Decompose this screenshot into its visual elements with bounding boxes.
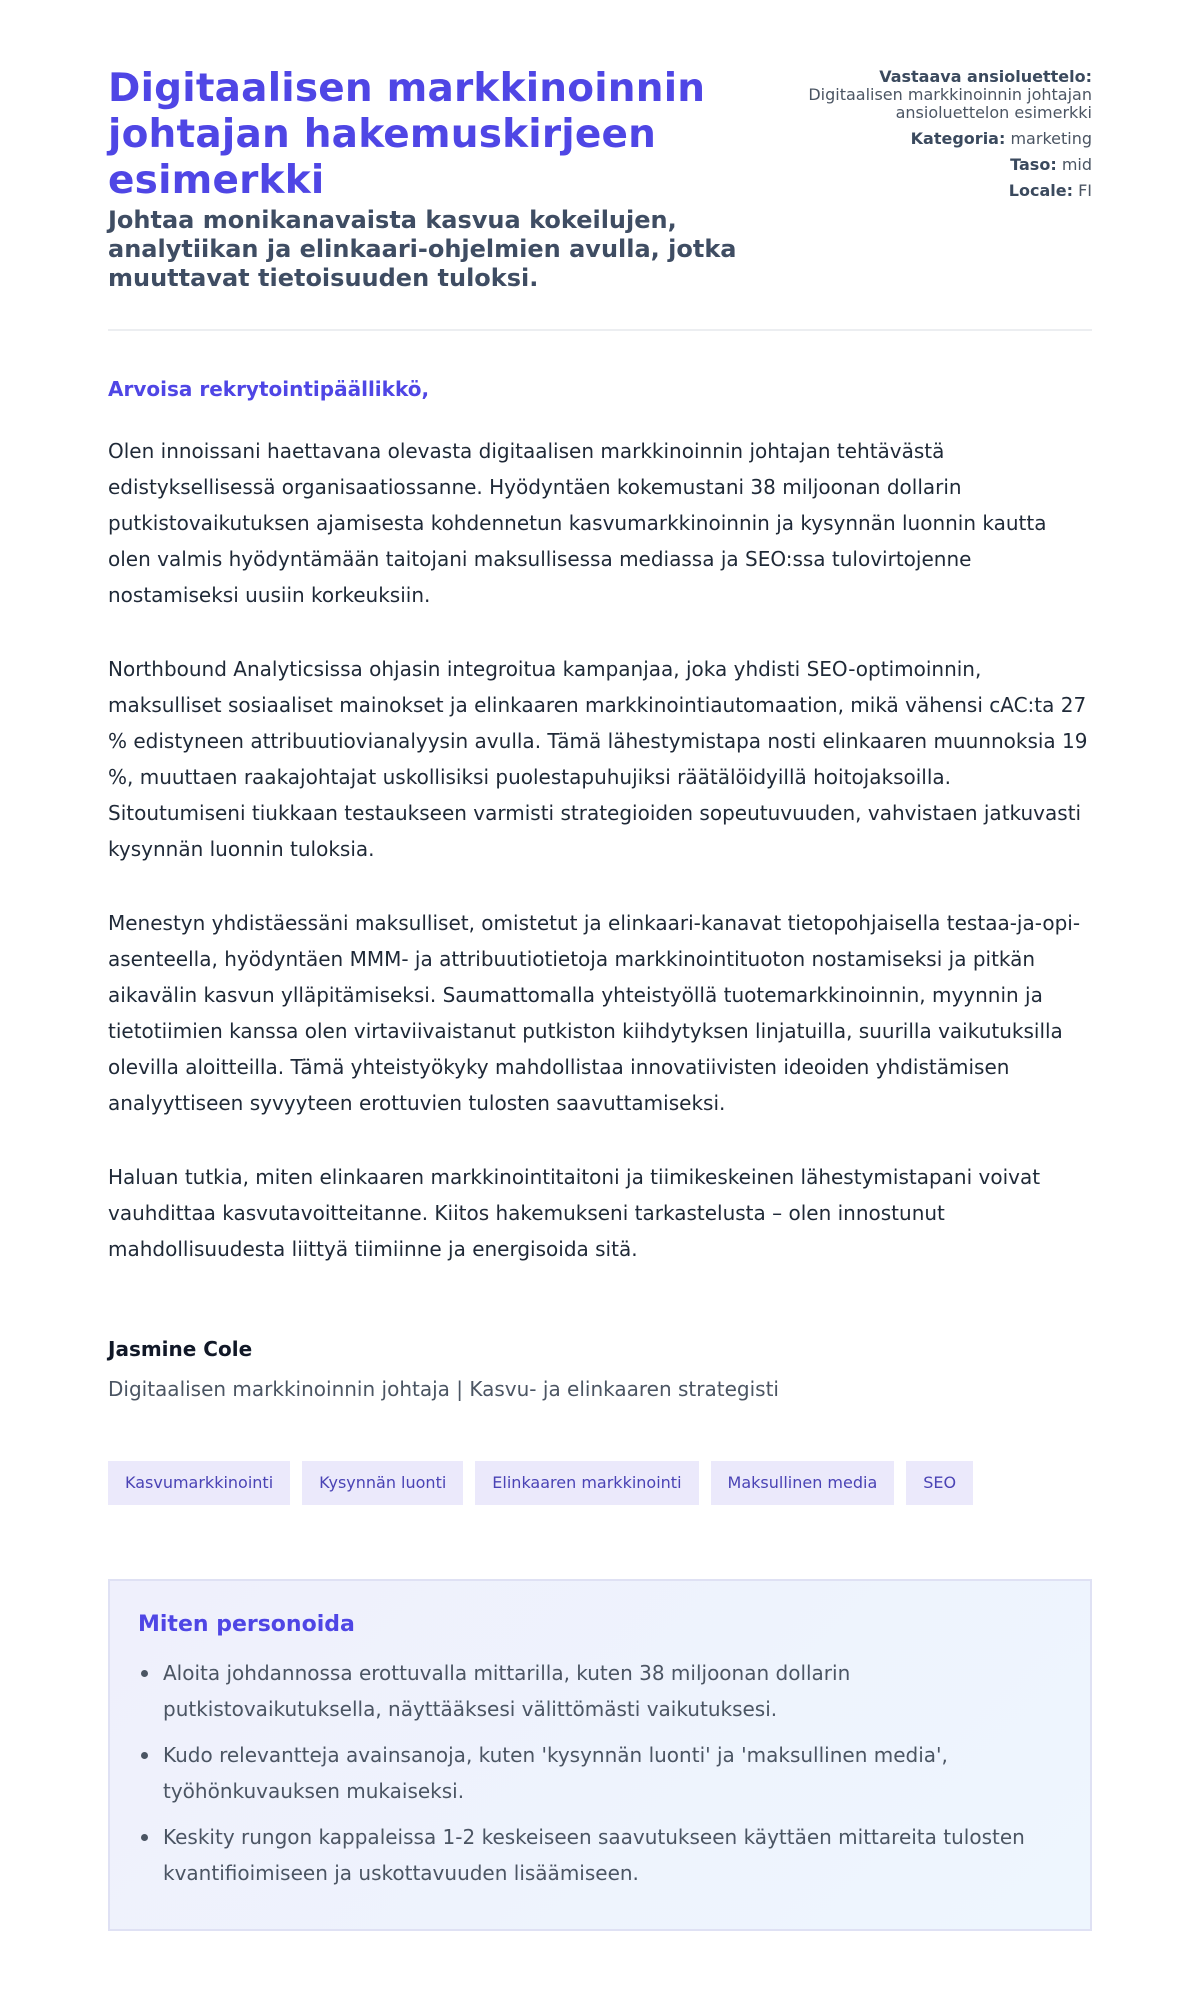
paragraph-closing: Haluan tutkia, miten elinkaaren markkinointitaitoni ja tiimikeskeinen lähestymistapani voivat vauhdittaa kasvutavoitteitanne. Kiitos hakemukseni tarkastelusta – olen innostunut mahdollisuudesta liittyä tiimiinne ja energisoida sitä. xyxy=(108,1165,1041,1261)
tip-item xyxy=(138,1737,1060,1809)
tip-text: Keskity rungon kappaleissa 1-2 keskeiseen saavutukseen käyttäen mittareita tulosten kvantifioimiseen ja uskottavuuden lisäämiseen. xyxy=(163,1825,1025,1885)
page-title: Digitaalisen markkinoinnin johtajan hakemuskirjeen esimerkki xyxy=(108,66,706,203)
tag-paid-media: Maksullinen media xyxy=(711,1461,895,1505)
meta-level xyxy=(784,156,1092,174)
personalization-tips xyxy=(108,1579,1092,1931)
meta-level-value: mid xyxy=(1061,155,1092,174)
tip-text: Kudo relevantteja avainsanoja, kuten 'kysynnän luonti' ja 'maksullinen media', työhönkuvauksen mukaiseksi. xyxy=(163,1743,948,1803)
tag-seo: SEO xyxy=(906,1461,973,1505)
meta-resume-value: Digitaalisen markkinoinnin johtajan ansioluettelon esimerkki xyxy=(808,85,1092,122)
paragraph-skills: Menestyn yhdistäessäni maksulliset, omistetut ja elinkaari-kanavat tietopohjaisella testaa-ja-opi-asenteella, hyödyntäen MMM- ja attribuutiotietoja markkinointituoton nostamiseksi ja pitkän aikavälin kasvun ylläpitämiseksi. Saumattomalla yhteistyöllä tuotemarkkinoinnin, myynnin ja tietotiimien kanssa olen virtaviivaistanut putkiston kiihdytyksen linjatuilla, suurilla vaikutuksilla olevilla aloitteilla. Tämä yhteistyökyky mahdollistaa innovatiivisten ideoiden yhdistämisen analyyttiseen syvyyteen erottuvien tulosten saavuttamiseksi. xyxy=(108,911,1081,1115)
skill-tags xyxy=(108,1461,1092,1505)
signature-name: Jasmine Cole xyxy=(108,1337,253,1361)
paragraph-achievements: Northbound Analyticsissa ohjasin integroitua kampanjaa, joka yhdisti SEO-optimoinnin, maksulliset sosiaaliset mainokset ja elinkaaren markkinointiautomaation, mikä vähensi cAC:ta 27 % edistyneen attribuutiovianalyysin avulla. Tämä lähestymistapa nosti elinkaaren muunnoksia 19 %, muuttaen raakajohtajat uskollisiksi puolestapuhujiksi räätälöidyillä hoitojaksoilla. Sitoutumiseni tiukkaan testaukseen varmisti strategioiden sopeutuvuuden, vahvistaen jatkuvasti kysynnän luonnin tuloksia. xyxy=(108,657,1088,861)
meta-locale-value: FI xyxy=(1078,181,1092,200)
bullet-icon xyxy=(141,1834,148,1841)
tip-item xyxy=(138,1819,1060,1891)
tip-text: Aloita johdannossa erottuvalla mittarilla, kuten 38 miljoonan dollarin putkistovaikutuksella, näyttääksesi välittömästi vaikutuksesi. xyxy=(163,1661,851,1721)
meta-locale-label: Locale: xyxy=(1008,181,1073,200)
meta-locale xyxy=(784,182,1092,200)
page-header xyxy=(108,0,1092,331)
tag-lifecycle-marketing: Elinkaaren markkinointi xyxy=(475,1461,698,1505)
salutation: Arvoisa rekrytointipäällikkö, xyxy=(108,377,430,401)
signature-role: Digitaalisen markkinoinnin johtaja | Kasvu- ja elinkaaren strategisti xyxy=(108,1377,779,1401)
paragraph-intro: Olen innoissani haettavana olevasta digitaalisen markkinoinnin johtajan tehtävästä edistyksellisessä organisaatiossanne. Hyödyntäen kokemustani 38 miljoonan dollarin putkistovaikutuksen ajamisesta kohdennetun kasvumarkkinoinnin ja kysynnän luonnin kautta olen valmis hyödyntämään taitojani maksullisessa mediassa ja SEO:ssa tulovirtojenne nostamiseksi uusiin korkeuksiin. xyxy=(108,439,1047,607)
tips-title: Miten personoida xyxy=(138,1612,355,1637)
bullet-icon xyxy=(141,1670,148,1677)
meta-category-label: Kategoria: xyxy=(910,129,1006,148)
meta-resume xyxy=(784,68,1092,122)
signature xyxy=(108,1337,1092,1401)
tips-list xyxy=(138,1655,1060,1891)
meta-panel xyxy=(784,66,1092,208)
tip-item xyxy=(138,1655,1060,1727)
bullet-icon xyxy=(141,1752,148,1759)
page-subtitle: Johtaa monikanavaista kasvua kokeilujen, analytiikan ja elinkaari-ohjelmien avulla, jotka muuttavat tietoisuuden tuloksi. xyxy=(108,206,737,292)
tag-growth-marketing: Kasvumarkkinointi xyxy=(108,1461,290,1505)
meta-resume-label: Vastaava ansioluettelo: xyxy=(879,67,1092,86)
header-titles xyxy=(108,66,784,293)
meta-category xyxy=(784,130,1092,148)
meta-category-value: marketing xyxy=(1010,129,1092,148)
letter-body xyxy=(108,331,1092,1401)
tag-demand-generation: Kysynnän luonti xyxy=(302,1461,463,1505)
meta-level-label: Taso: xyxy=(1010,155,1057,174)
